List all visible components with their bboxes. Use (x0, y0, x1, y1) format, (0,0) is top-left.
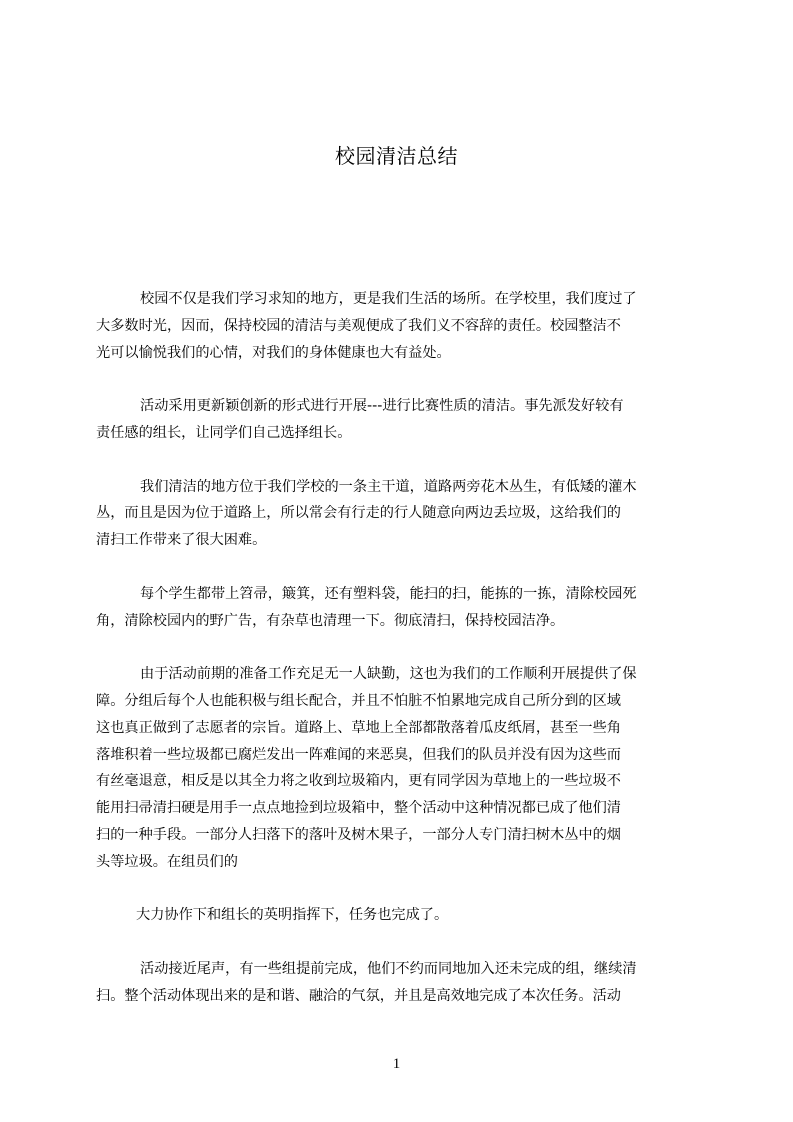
paragraph-2 (96, 393, 700, 447)
paragraph-3 (96, 474, 700, 554)
paragraph-7 (96, 956, 700, 1010)
paragraph-line: 光可以愉悦我们的心情，对我们的身体健康也大有益处。 (96, 344, 451, 361)
paragraph-line: 能用扫帚清扫硬是用手一点点地捡到垃圾箱中，整个活动中这种情况都已成了他们清 (96, 800, 621, 817)
paragraph-line: 丛，而且是因为位于道路上，所以常会有行走的行人随意向两边丢垃圾，这给我们的 (96, 505, 621, 522)
paragraph-line: 由于活动前期的准备工作充足无一人缺勤，这也为我们的工作顺利开展提供了保 (140, 666, 637, 683)
document-body (96, 286, 700, 1036)
paragraph-4 (96, 581, 700, 635)
paragraph-line: 有丝毫退意，相反是以其全力将之收到垃圾箱内，更有同学因为草地上的一些垃圾不 (96, 773, 621, 790)
paragraph-line: 大力协作下和组长的英明指挥下，任务也完成了。 (136, 907, 449, 924)
paragraph-line: 头等垃圾。在组员们的 (96, 853, 238, 870)
paragraph-line: 校园不仅是我们学习求知的地方，更是我们生活的场所。在学校里，我们度过了 (140, 291, 637, 307)
paragraph-6 (96, 902, 700, 929)
paragraph-line: 活动采用更新颖创新的形式进行开展---进行比赛性质的清洁。事先派发好较有 (140, 398, 624, 415)
paragraph-line: 扫。整个活动体现出来的是和谐、融洽的气氛，并且是高效地完成了本次任务。活动 (96, 987, 621, 1004)
paragraph-line: 责任感的组长，让同学们自己选择组长。 (96, 424, 352, 441)
paragraph-line: 活动接近尾声，有一些组提前完成，他们不约而同地加入还未完成的组，继续清 (140, 960, 637, 977)
page-number: 1 (392, 1056, 401, 1072)
paragraph-line: 障。分组后每个人也能积极与组长配合，并且不怕脏不怕累地完成自己所分到的区域 (96, 692, 621, 709)
paragraph-line: 这也真正做到了志愿者的宗旨。道路上、草地上全部都散落着瓜皮纸屑，甚至一些角 (96, 719, 621, 736)
document-title: 校园清洁总结 (335, 144, 458, 168)
paragraph-line: 角，清除校园内的野广告，有杂草也清理一下。彻底清扫，保持校园洁净。 (96, 612, 565, 629)
paragraph-5 (96, 661, 700, 875)
paragraph-line: 我们清洁的地方位于我们学校的一条主干道，道路两旁花木丛生，有低矮的灌木 (140, 478, 637, 495)
paragraph-line: 每个学生都带上笤帚，簸箕，还有塑料袋，能扫的扫，能拣的一拣，清除校园死 (140, 585, 637, 602)
paragraph-line: 清扫工作带来了很大困难。 (96, 532, 267, 549)
paragraph-line: 大多数时光，因而，保持校园的清洁与美观便成了我们义不容辞的责任。校园整洁不 (96, 317, 621, 334)
paragraph-1 (96, 286, 700, 366)
paragraph-line: 落堆积着一些垃圾都已腐烂发出一阵难闻的来恶臭，但我们的队员并没有因为这些而 (96, 746, 621, 763)
paragraph-line: 扫的一种手段。一部分人扫落下的落叶及树木果子，一部分人专门清扫树木丛中的烟 (96, 826, 621, 843)
